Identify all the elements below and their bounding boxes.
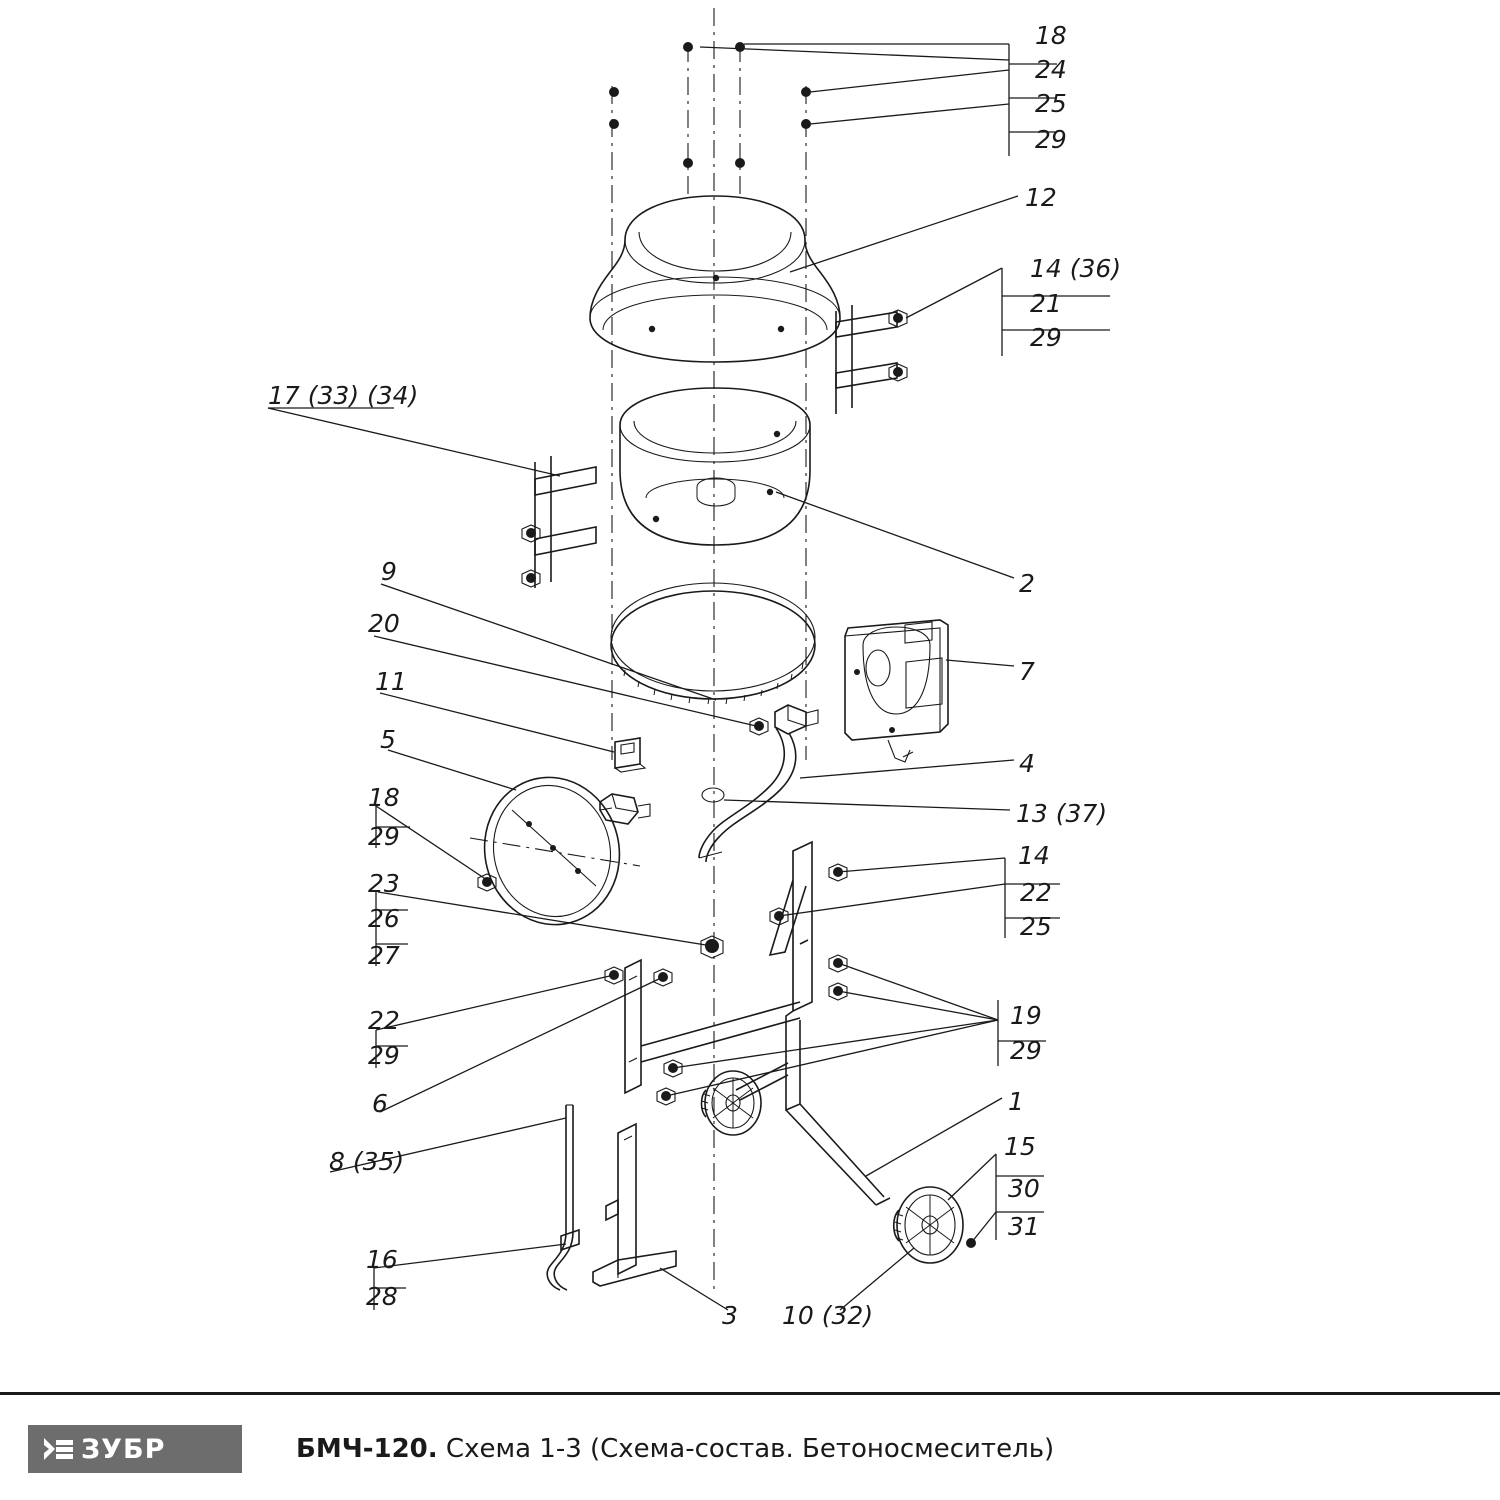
brand-name: ЗУБР bbox=[81, 1433, 166, 1465]
callout-label: 15 bbox=[1004, 1132, 1036, 1161]
callout-label: 10 (32) bbox=[782, 1301, 874, 1330]
callout-label: 22 bbox=[368, 1006, 400, 1035]
callout-label: 18 bbox=[1035, 21, 1067, 50]
callout-label: 11 bbox=[375, 667, 407, 696]
arrow-logo-icon bbox=[41, 1434, 75, 1464]
callout-label: 29 bbox=[1010, 1036, 1042, 1065]
callout-label: 16 bbox=[366, 1245, 398, 1274]
part-8-lock-rod bbox=[547, 1105, 579, 1290]
callout-label: 17 (33) (34) bbox=[268, 381, 419, 410]
callout-label: 29 bbox=[1030, 323, 1062, 352]
model-name: БМЧ-120. bbox=[296, 1434, 438, 1464]
callout-label: 3 bbox=[722, 1301, 738, 1330]
sheet-footer bbox=[0, 1392, 1500, 1500]
callout-label: 30 bbox=[1008, 1174, 1040, 1203]
fastener-23-26-27 bbox=[701, 936, 723, 958]
part-3-support-leg bbox=[593, 1124, 676, 1286]
part-7-motor bbox=[845, 620, 948, 762]
callout-label: 7 bbox=[1019, 657, 1035, 686]
part-14-bracket-right bbox=[836, 305, 907, 414]
callout-label: 13 (37) bbox=[1016, 799, 1108, 828]
callout-label: 14 (36) bbox=[1030, 254, 1122, 283]
part-6-frame-rail bbox=[605, 960, 800, 1093]
callout-label: 29 bbox=[1035, 125, 1067, 154]
callout-label: 21 bbox=[1030, 289, 1062, 318]
callout-label: 22 bbox=[1020, 878, 1052, 907]
callout-label: 29 bbox=[368, 822, 400, 851]
callout-label: 25 bbox=[1035, 89, 1067, 118]
callout-label: 23 bbox=[368, 869, 400, 898]
part-11-clip bbox=[615, 738, 645, 772]
callout-label: 29 bbox=[368, 1041, 400, 1070]
callout-label: 8 (35) bbox=[329, 1147, 405, 1176]
part-15-wheel-right bbox=[894, 1187, 976, 1263]
callout-label: 28 bbox=[366, 1282, 398, 1311]
top-fasteners bbox=[609, 42, 811, 168]
axis-lines bbox=[612, 8, 806, 1290]
callout-label: 26 bbox=[368, 904, 400, 933]
callout-label: 2 bbox=[1019, 569, 1035, 598]
footer-divider bbox=[0, 1392, 1500, 1395]
part-5-handwheel bbox=[469, 763, 640, 939]
callout-labels bbox=[268, 21, 1121, 1330]
part-1-stand bbox=[657, 842, 890, 1205]
caption-text: Схема 1-3 (Схема-состав. Бетоносмеситель) bbox=[445, 1434, 1055, 1464]
callout-label: 9 bbox=[381, 557, 397, 586]
callout-label: 19 bbox=[1010, 1001, 1042, 1030]
callout-label: 18 bbox=[368, 783, 400, 812]
callout-label: 25 bbox=[1020, 912, 1052, 941]
callout-label: 27 bbox=[368, 941, 400, 970]
callout-label: 1 bbox=[1008, 1087, 1024, 1116]
callout-label: 6 bbox=[372, 1089, 388, 1118]
part-9-gear-ring bbox=[611, 583, 815, 704]
part-4-crank bbox=[600, 728, 796, 862]
part-20-fittings bbox=[750, 705, 818, 735]
callout-label: 20 bbox=[368, 609, 400, 638]
callout-label: 4 bbox=[1019, 749, 1035, 778]
callout-label: 31 bbox=[1008, 1212, 1040, 1241]
part-2-lower-drum bbox=[620, 388, 810, 545]
brand-logo bbox=[28, 1425, 242, 1473]
callout-label: 24 bbox=[1035, 55, 1067, 84]
part-12-upper-drum bbox=[590, 196, 840, 362]
sheet-caption bbox=[296, 1430, 1054, 1468]
callout-label: 14 bbox=[1018, 841, 1050, 870]
callout-label: 5 bbox=[380, 725, 396, 754]
callout-label: 12 bbox=[1025, 183, 1057, 212]
